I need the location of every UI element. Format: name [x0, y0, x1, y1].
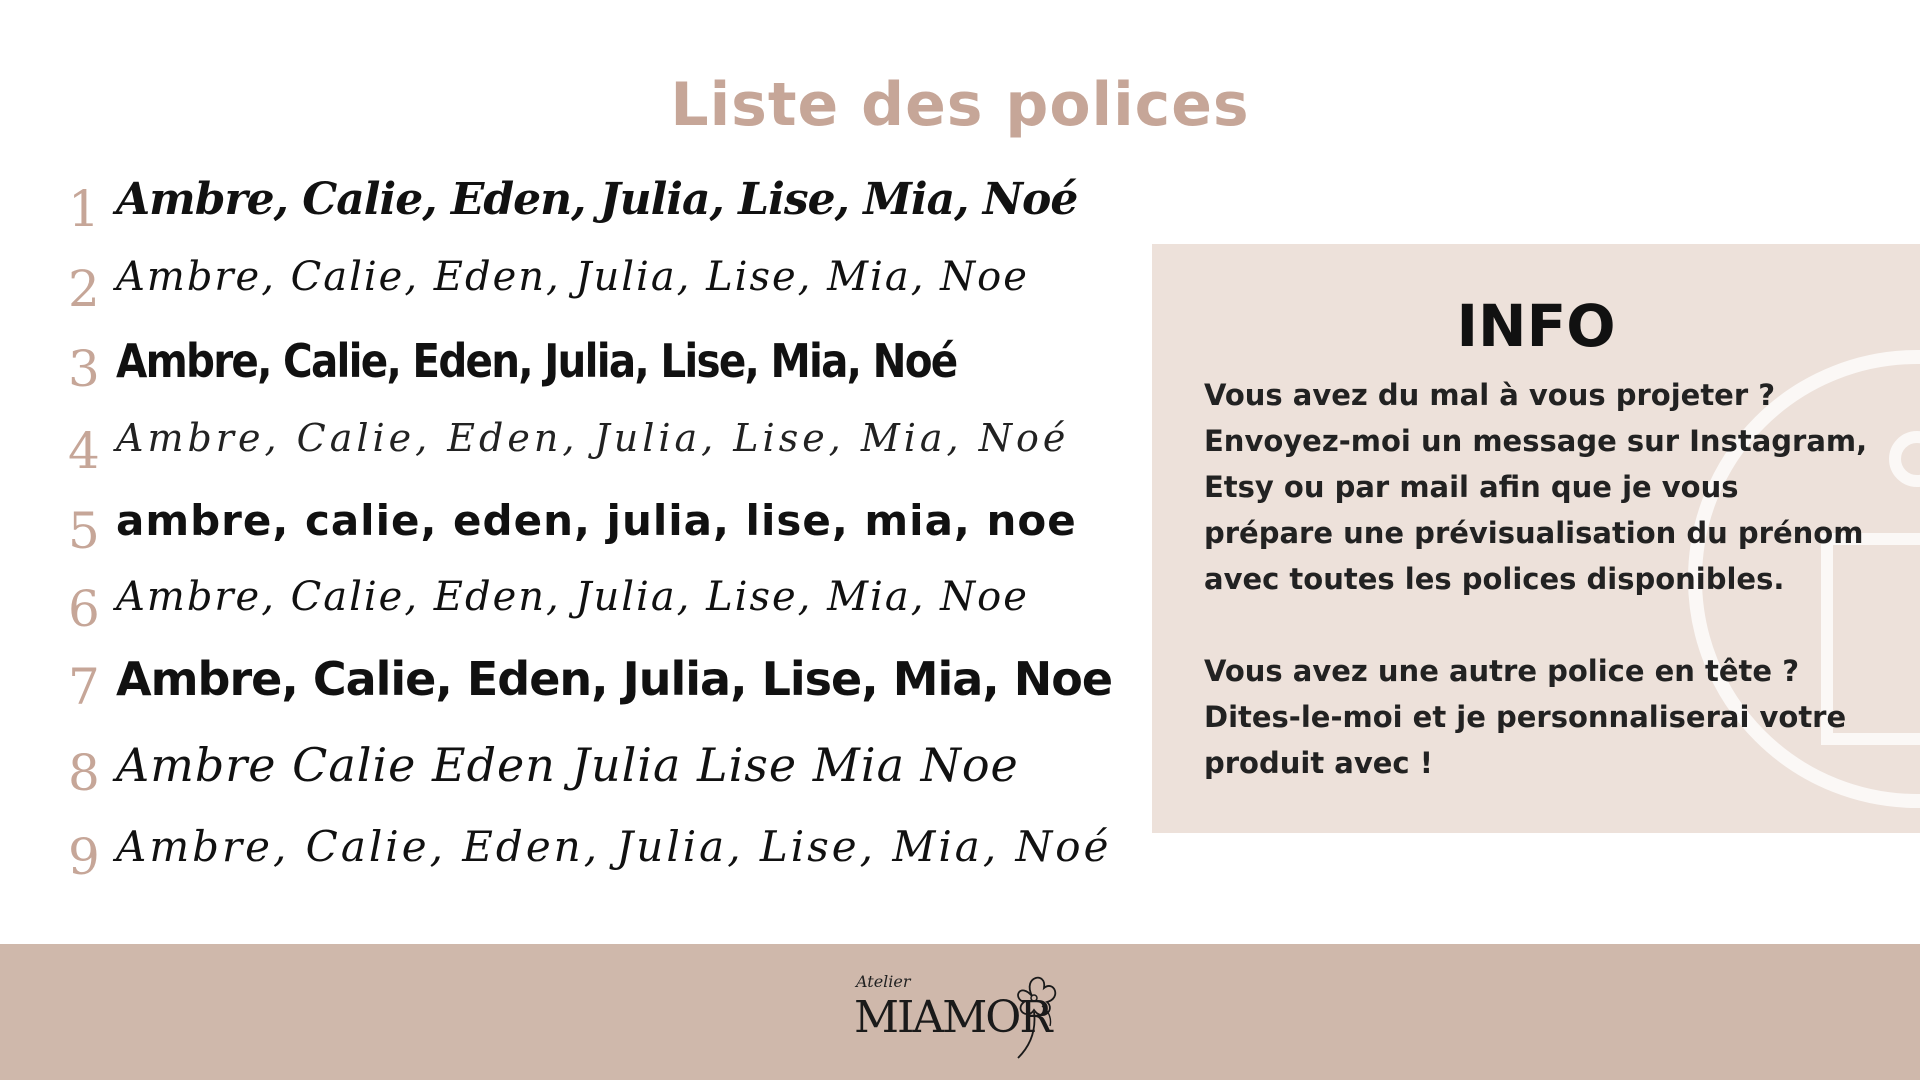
font-sample: Ambre, Calie, Eden, Julia, Lise, Mia, Noé [116, 822, 1112, 871]
font-number: 4 [68, 422, 100, 480]
font-number: 6 [68, 580, 100, 638]
font-row-1 [68, 170, 1128, 248]
info-line: Etsy ou par mail afin que je vous [1204, 470, 1739, 504]
font-row-3 [68, 330, 1128, 408]
page-title: Liste des polices [670, 70, 1250, 140]
font-number: 1 [68, 180, 100, 238]
font-row-7 [68, 648, 1128, 726]
info-line: avec toutes les polices disponibles. [1204, 562, 1785, 596]
font-row-4 [68, 412, 1128, 490]
info-line: Envoyez-moi un message sur Instagram, [1204, 424, 1868, 458]
font-number: 5 [68, 502, 100, 560]
font-sample: Ambre, Calie, Eden, Julia, Lise, Mia, Noé [116, 174, 1078, 225]
info-line: produit avec ! [1204, 746, 1433, 780]
info-paragraph-1 [1204, 372, 1904, 602]
font-sample: Ambre Calie Eden Julia Lise Mia Noe [116, 738, 1019, 792]
logo-main-text: MIAMOR [854, 992, 1051, 1043]
info-line: Dites-le-moi et je personnaliserai votre [1204, 700, 1847, 734]
info-paragraph-2 [1204, 648, 1904, 786]
font-sample: Ambre, Calie, Eden, Julia, Lise, Mia, Noe [116, 254, 1029, 300]
info-line: Vous avez du mal à vous projeter ? [1204, 378, 1776, 412]
info-panel [1152, 244, 1920, 833]
info-line: prépare une prévisualisation du prénom [1204, 516, 1864, 550]
logo-small-text: Atelier [856, 972, 911, 991]
flower-icon [992, 966, 1062, 1061]
font-sample: Ambre, Calie, Eden, Julia, Lise, Mia, Noé [116, 416, 1070, 460]
footer-band [0, 944, 1920, 1080]
font-sample: Ambre, Calie, Eden, Julia, Lise, Mia, Noe [116, 574, 1029, 620]
font-row-8 [68, 734, 1128, 812]
font-row-2 [68, 250, 1128, 328]
font-number: 3 [68, 340, 100, 398]
info-title: INFO [1456, 292, 1616, 360]
font-number: 9 [68, 828, 100, 886]
brand-logo [852, 966, 1062, 1066]
font-number: 7 [68, 658, 100, 716]
info-line: Vous avez une autre police en tête ? [1204, 654, 1800, 688]
font-sample: Ambre, Calie, Eden, Julia, Lise, Mia, Noe [116, 652, 1113, 706]
font-row-9 [68, 818, 1128, 896]
font-row-5 [68, 492, 1128, 570]
font-sample: ambre, calie, eden, julia, lise, mia, noe [116, 496, 1077, 545]
font-sample: Ambre, Calie, Eden, Julia, Lise, Mia, Noé [116, 334, 957, 388]
font-number: 2 [68, 260, 100, 318]
font-number: 8 [68, 744, 100, 802]
font-row-6 [68, 570, 1128, 648]
